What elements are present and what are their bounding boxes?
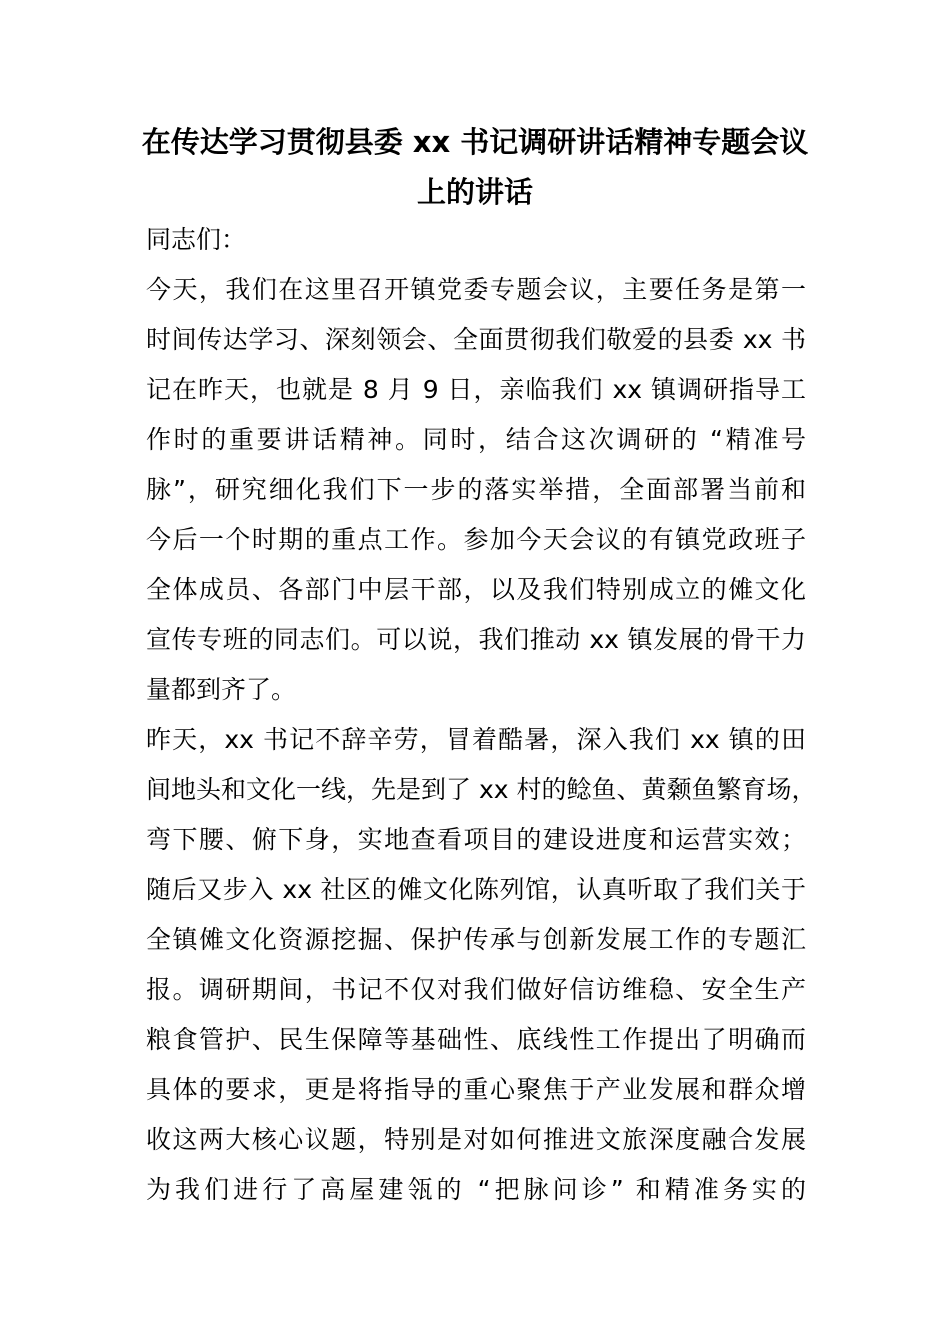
salutation: 同志们： [146, 225, 247, 254]
paragraph-line: 弯下腰、俯下身，实地查看项目的建设进度和运营实效； [146, 825, 806, 854]
document-title-line-1: 在传达学习贯彻县委 xx 书记调研讲话精神专题会议 [141, 125, 809, 159]
paragraph-line: 时间传达学习、深刻领会、全面贯彻我们敬爱的县委 xx 书 [146, 325, 806, 354]
paragraph-1 [146, 265, 806, 715]
paragraph-line: 粮食管护、民生保障等基础性、底线性工作提出了明确而 [146, 1025, 806, 1054]
document-title-line-2: 上的讲话 [416, 175, 533, 209]
paragraph-line: 今天，我们在这里召开镇党委专题会议，主要任务是第一 [146, 275, 806, 304]
paragraph-line: 为我们进行了高屋建瓴的 “把脉问诊” 和精准务实的 [146, 1175, 806, 1204]
paragraph-line: 收这两大核心议题，特别是对如何推进文旅深度融合发展 [146, 1125, 806, 1154]
paragraph-line: 宣传专班的同志们。可以说，我们推动 xx 镇发展的骨干力 [146, 625, 806, 654]
paragraph-line: 今后一个时期的重点工作。参加今天会议的有镇党政班子 [146, 525, 806, 554]
paragraph-line: 具体的要求，更是将指导的重心聚焦于产业发展和群众增 [146, 1075, 806, 1104]
paragraph-line: 作时的重要讲话精神。同时，结合这次调研的 “精准号 [146, 425, 806, 454]
paragraph-line: 记在昨天，也就是 8 月 9 日，亲临我们 xx 镇调研指导工 [146, 375, 806, 404]
paragraph-line: 脉”，研究细化我们下一步的落实举措，全面部署当前和 [146, 475, 806, 504]
paragraph-line: 全体成员、各部门中层干部，以及我们特别成立的傩文化 [146, 575, 806, 604]
paragraph-line: 全镇傩文化资源挖掘、保护传承与创新发展工作的专题汇 [146, 925, 806, 954]
paragraph-2 [146, 715, 817, 1215]
document-body [146, 215, 817, 1215]
paragraph-line: 间地头和文化一线，先是到了 xx 村的鲶鱼、黄颡鱼繁育场， [146, 775, 817, 804]
paragraph-line: 报。调研期间，书记不仅对我们做好信访维稳、安全生产 [146, 975, 806, 1004]
paragraph-line: 量都到齐了。 [146, 675, 297, 704]
paragraph-line: 昨天，xx 书记不辞辛劳，冒着酷暑，深入我们 xx 镇的田 [146, 725, 806, 754]
paragraph-line: 随后又步入 xx 社区的傩文化陈列馆，认真听取了我们关于 [146, 875, 806, 904]
